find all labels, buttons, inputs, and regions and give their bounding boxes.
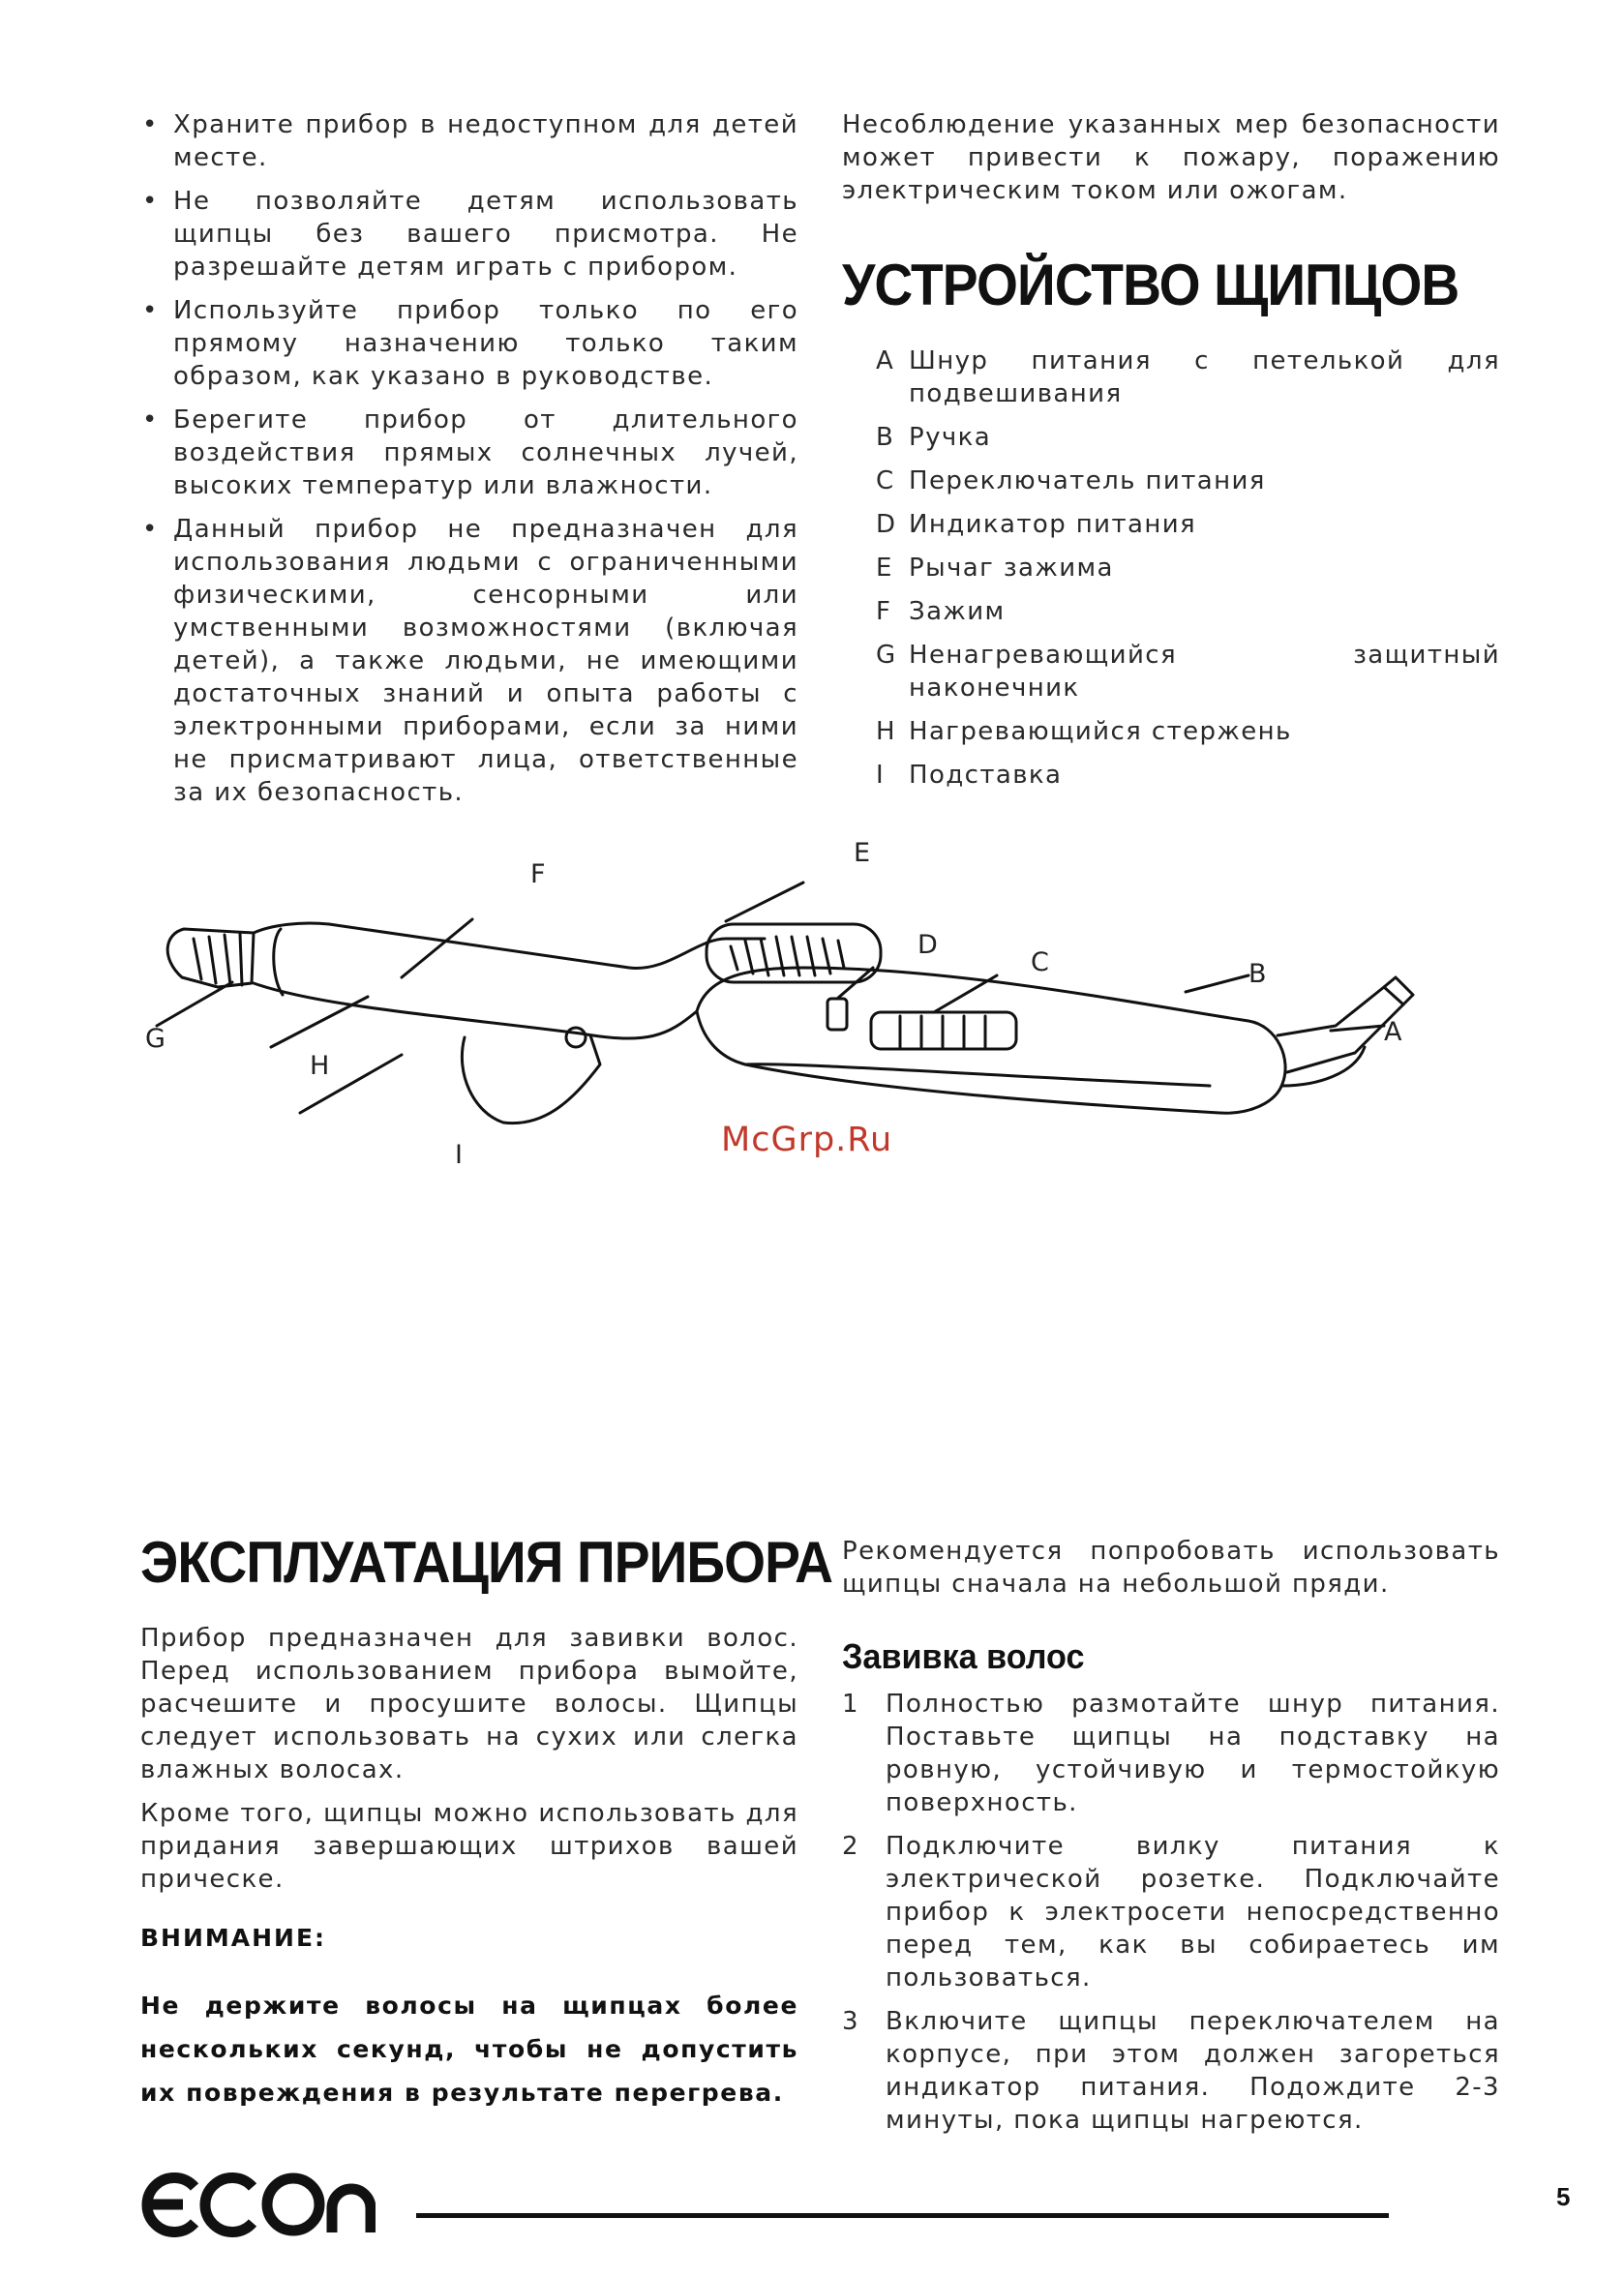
safety-bullet-list [140, 108, 798, 809]
part-item [876, 639, 1500, 704]
logo-letter-c [205, 2178, 253, 2232]
step-text: Подключите вилку питания к электрической розетке. Подключайте прибор к электросети непосредственно перед тем, как вы собираетесь им пользоваться. [886, 1832, 1500, 1992]
consequence-text: Несоблюдение указанных мер безопасности может привести к пожару, поражению электрическим током или ожогам. [842, 110, 1500, 205]
part-label: Нагревающийся стержень [909, 717, 1292, 746]
label-i: I [455, 1140, 463, 1170]
part-item [876, 508, 1500, 541]
device-parts [876, 345, 1500, 802]
part-item [876, 345, 1500, 410]
handle-seam [745, 1064, 1210, 1086]
part-item [876, 715, 1500, 748]
econ-logo [138, 2170, 376, 2237]
safety-bullet: • Используйте прибор только по его прямому назначению только таким образом, как указано в руководстве. [140, 294, 798, 393]
step-number: 1 [842, 1690, 859, 1719]
watermark: McGrp.Ru [721, 1121, 893, 1159]
part-key: C [876, 466, 895, 495]
recommend-text: Рекомендуется попробовать использовать щипцы сначала на небольшой пряди. [842, 1537, 1500, 1599]
logo-letter-n [332, 2189, 371, 2232]
curling-title: Завивка волос [842, 1636, 1085, 1676]
lever-grooves [731, 937, 844, 975]
barrel-collar [274, 929, 283, 995]
stand-shape [462, 1035, 600, 1124]
parts-list [876, 345, 1500, 792]
leader-f [402, 919, 472, 977]
part-item [876, 552, 1500, 584]
safety-section [140, 108, 798, 820]
step-text: Включите щипцы переключателем на корпусе, при этом должен загореться индикатор питания. Подождите 2-3 минуты, пока щипцы нагреются. [886, 2007, 1500, 2135]
tip-ribs [194, 934, 242, 985]
label-a: A [1384, 1017, 1402, 1047]
safety-bullet: • Храните прибор в недоступном для детей месте. [140, 108, 798, 174]
indicator-shape [827, 999, 847, 1030]
clamp-top-edge [254, 923, 765, 968]
operation-section [140, 1530, 833, 1595]
steps-list [842, 1688, 1500, 2137]
part-label: Шнур питания с петелькой для подвешивания [909, 346, 1500, 408]
part-key: I [876, 761, 886, 790]
device-title: УСТРОЙСТВО ЩИПЦОВ [842, 253, 1459, 317]
part-key: H [876, 717, 896, 746]
step-text: Полностью размотайте шнур питания. Поставьте щипцы на подставку на ровную, устойчивую и термостойкую поверхность. [886, 1690, 1500, 1817]
curling-steps [842, 1688, 1500, 2147]
part-label: Зажим [909, 597, 1006, 626]
stand-pivot [566, 1028, 586, 1047]
label-c: C [1031, 947, 1049, 977]
operation-body [140, 1622, 798, 1896]
safety-bullet: • Берегите прибор от длительного воздействия прямых солнечных лучей, высоких температур или влажности. [140, 404, 798, 502]
part-key: G [876, 641, 897, 670]
leader-c [934, 975, 997, 1012]
part-label: Переключатель питания [909, 466, 1266, 495]
part-label: Рычаг зажима [909, 554, 1114, 583]
warning-label: ВНИМАНИЕ: [140, 1924, 327, 1952]
label-e: E [854, 838, 871, 868]
leader-e [726, 883, 803, 921]
part-label: Индикатор питания [909, 510, 1197, 539]
page-number: 5 [1556, 2182, 1571, 2211]
part-key: D [876, 510, 897, 539]
part-item [876, 421, 1500, 454]
logo-letter-o [267, 2178, 319, 2231]
safety-bullet: • Данный прибор не предназначен для использования людьми с ограниченными физическими, сенсорными или умственными возможностями (включая детей), а также людьми, не имеющими достаточных знаний и опыта работы с электронными приборами, если за ними не присматривают лица, ответственные за их безопасность. [140, 513, 798, 809]
step-number: 2 [842, 1832, 859, 1861]
footer-rule [416, 2213, 1389, 2218]
part-label: Ручка [909, 423, 992, 452]
label-h: H [310, 1051, 330, 1081]
leader-h [271, 997, 368, 1047]
part-label: Подставка [909, 761, 1063, 790]
label-f: F [530, 859, 546, 889]
switch-ridges [900, 1016, 985, 1047]
label-g: G [145, 1024, 165, 1054]
device-section [842, 254, 1500, 317]
operation-extra: Кроме того, щипцы можно использовать для придания завершающих штрихов вашей прическе. [140, 1799, 798, 1894]
warning-text: Не держите волосы на щипцах более нескольких секунд, чтобы не допустить их повреждения в результате перегрева. [140, 1992, 798, 2107]
part-key: F [876, 597, 892, 626]
leader-b [1186, 975, 1248, 992]
label-b: B [1248, 959, 1267, 989]
leader-g [157, 982, 232, 1026]
part-key: A [876, 346, 895, 375]
operation-intro: Прибор предназначен для завивки волос. Перед использованием прибора вымойте, расчешите и просушите волосы. Щипцы следует использовать на сухих или слегка влажных волосах. [140, 1624, 798, 1784]
part-key: E [876, 554, 893, 583]
curling-section [842, 1637, 1500, 1676]
safety-bullet: • Не позволяйте детям использовать щипцы без вашего присмотра. Не разрешайте детям играть с прибором. [140, 185, 798, 284]
barrel-bottom-edge [254, 983, 697, 1038]
part-key: B [876, 423, 895, 452]
part-item [876, 464, 1500, 497]
part-label: Ненагревающийся защитный наконечник [909, 641, 1500, 703]
step-item [842, 2005, 1500, 2137]
step-item [842, 1830, 1500, 1994]
operation-title: ЭКСПЛУАТАЦИЯ ПРИБОРА [140, 1530, 833, 1595]
part-item [876, 595, 1500, 628]
label-d: D [917, 930, 938, 960]
step-number: 3 [842, 2007, 859, 2036]
step-item [842, 1688, 1500, 1819]
part-item [876, 759, 1500, 792]
